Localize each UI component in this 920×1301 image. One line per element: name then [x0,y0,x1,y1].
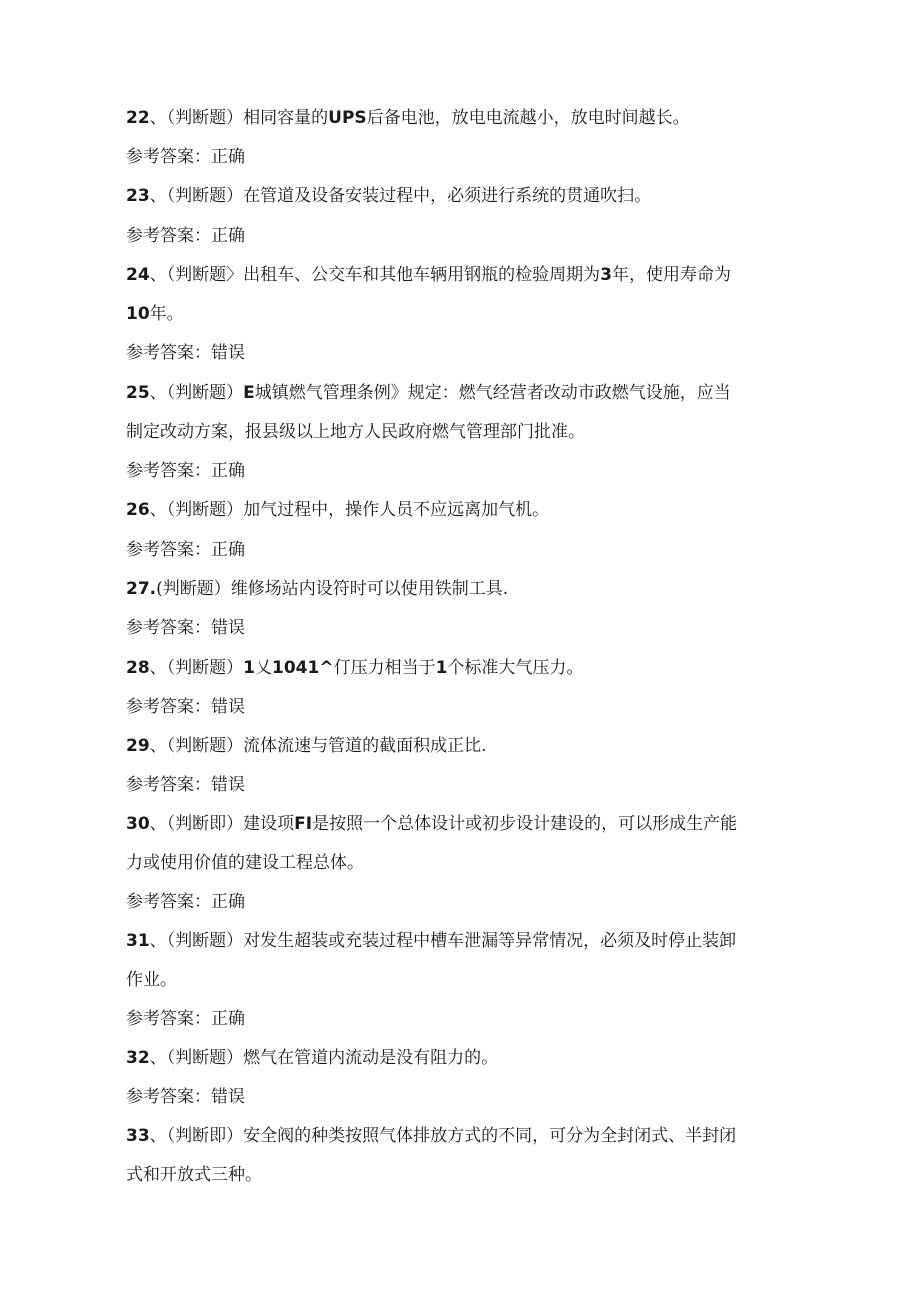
answer-30: 参考答案：正确 [126,892,245,912]
question-text: 1041^ [272,658,334,678]
question-text: 是按照一个总体设计或初步设计建设的，可以形成生产能 [312,814,738,834]
question-30-continued: 力或使用价值的建设工程总体。 [126,853,364,873]
question-number: 28 [126,658,150,678]
question-text: 维修场站内设符时可以使用铁制工具. [230,579,509,599]
question-text: 年。 [149,304,184,324]
question-type: （判断即） [166,814,244,834]
answer-31: 参考答案：正确 [126,1009,245,1029]
question-type: （判断题） [166,383,244,403]
separator: 、 [149,500,167,520]
question-type: （判断题） [166,931,244,951]
question-type: （判断题） [166,1048,244,1068]
question-number: 24 [126,265,150,285]
question-33-continued: 式和开放式三种。 [126,1165,262,1185]
question-text: 在管道及设备安装过程中，必须进行系统的贯通吹扫。 [243,186,652,206]
question-text: 出租车、公交车和其他车辆用钢瓶的检验周期为 [243,265,601,285]
question-text: 后备电池，放电电流越小，放电时间越长。 [366,108,690,128]
question-text: 3 [600,265,613,285]
separator: 、 [149,814,167,834]
question-30 [126,812,737,836]
answer-32: 参考答案：错误 [126,1087,245,1107]
answer-25: 参考答案：正确 [126,461,245,481]
question-text: 仃压力相当于 [333,658,436,678]
separator: 、 [149,108,167,128]
separator: 、 [149,383,167,403]
answer-29: 参考答案：错误 [126,775,245,795]
separator: 、 [149,265,167,285]
separator: 、 [149,1126,167,1146]
question-text: 加气过程中，操作人员不应远离加气机。 [243,500,550,520]
question-type: （判断题） [166,500,244,520]
question-number: 29 [126,736,150,756]
question-text: 10 [126,304,150,324]
separator: 、 [149,1048,167,1068]
question-type: （判断题） [166,658,244,678]
question-number: 22 [126,108,150,128]
question-27 [126,577,508,601]
question-number: 30 [126,814,150,834]
question-type: （判断题） [166,186,244,206]
question-number: 27. [126,579,157,599]
question-33 [126,1124,736,1148]
question-number: 33 [126,1126,150,1146]
question-text: UPS [328,108,367,128]
question-22 [126,106,690,130]
question-text: 安全阀的种类按照气体排放方式的不同，可分为全封闭式、半封闭 [243,1126,737,1146]
question-text: 相同容量的 [243,108,329,128]
question-type: （判断即） [166,1126,244,1146]
question-31-continued: 作业。 [126,970,177,990]
question-type: (判断题） [156,579,231,599]
question-text: FI [294,814,313,834]
question-28 [126,656,583,680]
question-number: 25 [126,383,150,403]
question-number: 31 [126,931,150,951]
question-type: （判断题） [166,108,244,128]
separator: 、 [149,736,167,756]
question-text: 年，使用寿命为 [612,265,732,285]
question-23 [126,184,651,208]
separator: 、 [149,186,167,206]
question-text: 燃气在管道内流动是没有阻力的。 [243,1048,499,1068]
question-text: 个标准大气压力。 [447,658,584,678]
question-number: 23 [126,186,150,206]
question-32 [126,1046,498,1070]
question-type: （判断题） [166,736,244,756]
question-number: 32 [126,1048,150,1068]
question-text: 城镇燃气管理条例》规定：燃气经营者改动市政燃气设施，应当 [254,383,731,403]
question-text: 流体流速与管道的截面积成正比. [243,736,487,756]
question-24 [126,263,731,287]
question-text: 对发生超装或充装过程中槽车泄漏等异常情况，必须及时停止装卸 [243,931,737,951]
separator: 、 [149,658,167,678]
question-text: 建设项 [243,814,295,834]
answer-27: 参考答案：错误 [126,618,245,638]
question-29 [126,734,487,758]
question-25-continued: 制定改动方案，报县级以上地方人民政府燃气管理部门批准。 [126,422,585,442]
question-26 [126,498,549,522]
answer-24: 参考答案：错误 [126,343,245,363]
question-text: 1 [435,658,448,678]
question-31 [126,929,736,953]
separator: 、 [149,931,167,951]
answer-23: 参考答案：正确 [126,226,245,246]
question-text: E [243,383,255,403]
question-type: （判断题〉 [166,265,244,285]
answer-22: 参考答案：正确 [126,147,245,167]
question-text: 1 [243,658,256,678]
question-25 [126,381,731,405]
answer-26: 参考答案：正确 [126,540,245,560]
question-24-continued [126,302,184,326]
answer-28: 参考答案：错误 [126,697,245,717]
question-number: 26 [126,500,150,520]
question-text: 乂 [255,658,273,678]
